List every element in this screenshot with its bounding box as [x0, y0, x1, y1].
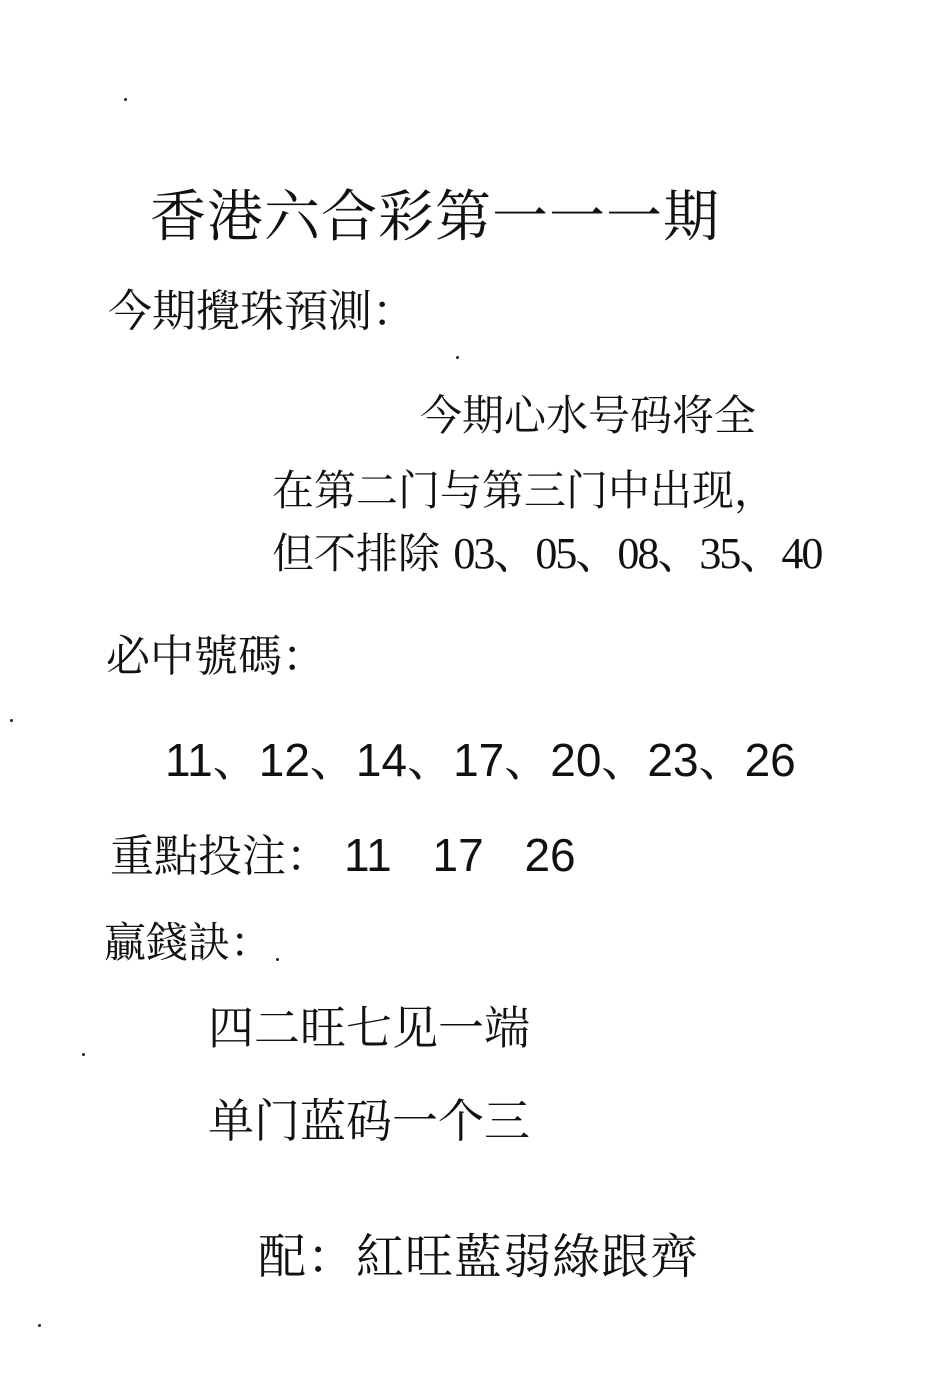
prediction-heading: 今期攪珠預測：	[108, 286, 416, 337]
prediction-line-3-text: 但不排除	[272, 529, 441, 578]
focus-bet-numbers: 11 17 26	[344, 829, 576, 881]
scan-speck	[10, 719, 13, 722]
scan-speck	[124, 98, 127, 101]
prediction-line-3	[272, 529, 822, 578]
rhyme-line-2: 单门蓝码一个三	[208, 1094, 530, 1148]
color-match-footer: 配：紅旺藍弱綠跟齊	[258, 1229, 700, 1285]
sure-numbers-heading: 必中號碼：	[106, 631, 326, 682]
prediction-line-1: 今期心水号码将全	[420, 391, 757, 440]
prediction-numbers: 03、05、08、35、40	[453, 529, 822, 578]
sure-numbers-list: 11、12、14、17、20、23、26	[165, 734, 796, 786]
rhyme-line-1: 四二旺七见一端	[208, 1001, 530, 1055]
scan-speck	[276, 958, 279, 961]
focus-bet-heading: 重點投注：	[110, 831, 330, 882]
winning-tip-heading: 贏錢訣：	[104, 918, 273, 967]
prediction-line-2: 在第二门与第三门中出现，	[272, 466, 777, 515]
page-title: 香港六合彩第一一一期	[150, 185, 720, 250]
scan-speck	[82, 1053, 85, 1056]
scan-speck	[38, 1324, 41, 1327]
focus-bet-line	[110, 829, 576, 882]
scan-speck	[456, 356, 459, 359]
